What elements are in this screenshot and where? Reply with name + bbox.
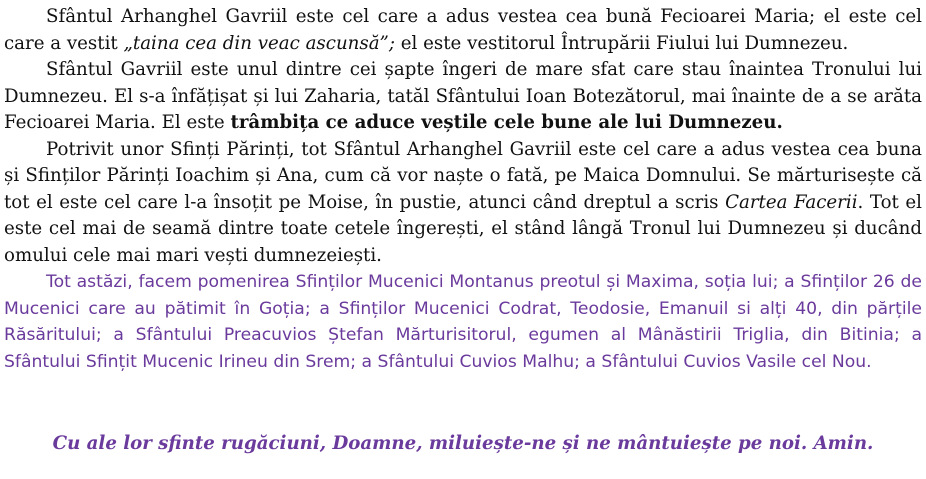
closing-prayer: Cu ale lor sfinte rugăciuni, Doamne, miluiește-ne și ne mântuiește pe noi. Amin. [52, 433, 874, 454]
italic-quote: „taina cea din veac ascunsă”; [123, 32, 395, 54]
text-run: Potrivit unor Sfinți Părinți, tot Sfântul Arhanghel Gavriil este cel care a adus vestea cea buna și Sfinților Părinți Ioachim și Ana, cum că vor naște o fată, pe Maica Domnului. Se mărturisește că tot el este cel care l-a însoțit pe Moise, în pustie, atunci când dreptul a scris [4, 138, 922, 213]
text-run: . Tot el este cel mai de seamă dintre toate cetele îngerești, el stând lângă Tronul lui Dumnezeu și ducând omului cele mai mari vești dumnezeiești. [4, 191, 922, 266]
italic-book-title: Cartea Facerii [725, 191, 858, 213]
paragraph-commemorations: Tot astăzi, facem pomenirea Sfinților Mucenici Montanus preotul și Maxima, soția lui; a Sfinților 26 de Mucenici care au pătimit în Goția; a Sfinților Mucenici Codrat, Teodosie, Emanuil si alți 40, din părțile Răsăritului; a Sfântului Preacuvios Ștefan Mărturisitorul, egumen al Mânăstirii Triglia, din Bitinia; a Sfântului Sfințit Mucenic Irineu din Srem; a Sfântului Cuvios Malhu; a Sfântului Cuvios Vasile cel Nou. [4, 272, 922, 372]
text-run: Sfântul Arhanghel Gavriil este cel care a adus vestea cea bună Fecioarei Maria; el este cel care a vestit [4, 6, 922, 54]
bold-emphasis: trâmbița ce aduce veștile cele bune ale lui Dumnezeu. [230, 112, 783, 133]
paragraph-gabriel-archangel [4, 57, 922, 137]
paragraph-gabriel-annunciation [4, 4, 922, 57]
text-run: el este vestitorul Întrupării Fiului lui Dumnezeu. [394, 32, 849, 54]
text-run: Sfântul Gavriil este unul dintre cei șapte îngeri de mare sfat care stau înaintea Tronului lui Dumnezeu. El s-a înfățișat și lui Zaharia, tatăl Sfântului Ioan Botezătorul, mai înainte de a se arăta Fecioarei Maria. El este [4, 59, 922, 133]
paragraph-holy-fathers [4, 137, 922, 270]
